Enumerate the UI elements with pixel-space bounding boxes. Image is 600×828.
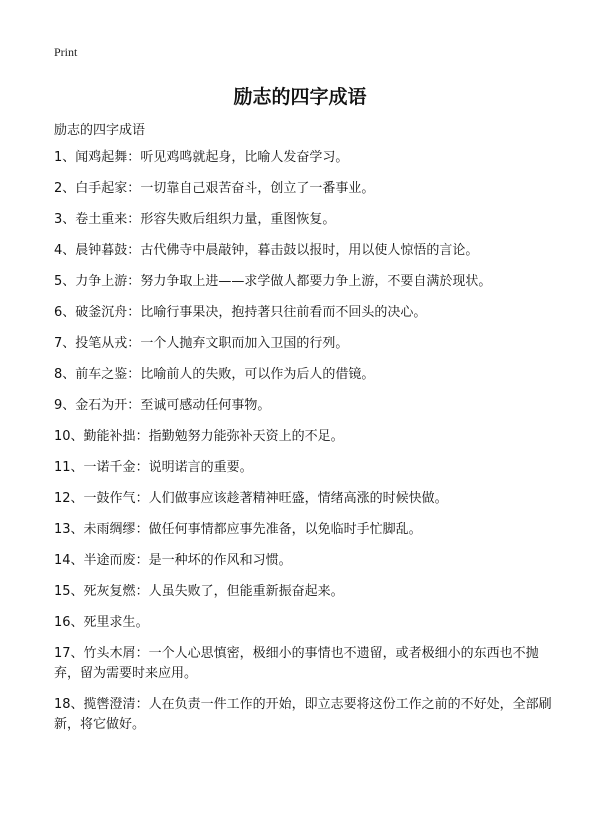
idiom-term: 竹头木屑 bbox=[83, 646, 136, 661]
idiom-definition: 一个人抛弃文职而加入卫国的行列。 bbox=[140, 336, 349, 351]
list-item bbox=[54, 303, 564, 323]
idiom-definition: 至诚可感动任何事物。 bbox=[140, 398, 271, 413]
idiom-definition: 人虽失败了，但能重新振奋起来。 bbox=[148, 584, 344, 599]
idiom-definition: 说明诺言的重要。 bbox=[148, 460, 253, 475]
list-item bbox=[54, 458, 564, 478]
idiom-definition: 指勤勉努力能弥补天资上的不足。 bbox=[148, 429, 344, 444]
idiom-term: 揽辔澄清 bbox=[83, 697, 136, 712]
separator: ： bbox=[127, 274, 141, 289]
idiom-definition: 比喻前人的失败，可以作为后人的借镜。 bbox=[140, 367, 375, 382]
separator: ： bbox=[127, 150, 141, 165]
idiom-definition: 比喻行事果决，抱持著只往前看而不回头的决心。 bbox=[140, 305, 427, 320]
separator: ： bbox=[135, 429, 149, 444]
list-item bbox=[54, 427, 564, 447]
separator: ： bbox=[135, 697, 149, 712]
idiom-term: 一诺千金 bbox=[83, 460, 136, 475]
item-number: 6、 bbox=[54, 305, 76, 320]
idiom-definition: 做任何事情都应事先准备，以免临时手忙脚乱。 bbox=[148, 522, 422, 537]
separator: ： bbox=[127, 243, 141, 258]
separator: ： bbox=[127, 305, 141, 320]
idiom-definition: 古代佛寺中晨敲钟，暮击鼓以报时，用以使人惊悟的言论。 bbox=[140, 243, 479, 258]
idiom-term: 金石为开 bbox=[75, 398, 128, 413]
page-subtitle: 励志的四字成语 bbox=[54, 123, 146, 138]
idiom-term: 半途而废 bbox=[83, 553, 136, 568]
item-number: 5、 bbox=[54, 274, 76, 289]
item-number: 7、 bbox=[54, 336, 76, 351]
separator: ： bbox=[135, 584, 149, 599]
list-item bbox=[54, 613, 564, 633]
separator: ： bbox=[127, 181, 141, 196]
list-item bbox=[54, 210, 564, 230]
item-number: 10、 bbox=[54, 429, 84, 444]
idiom-term: 白手起家 bbox=[75, 181, 128, 196]
idiom-term: 卷土重来 bbox=[75, 212, 128, 227]
idiom-definition: 是一种坏的作风和习惯。 bbox=[148, 553, 292, 568]
page-title: 励志的四字成语 bbox=[233, 86, 367, 108]
terminator: 。 bbox=[135, 615, 149, 630]
list-item bbox=[54, 179, 564, 199]
idiom-definition: 人们做事应该趁著精神旺盛，情绪高涨的时候快做。 bbox=[148, 491, 448, 506]
separator: ： bbox=[135, 522, 149, 537]
item-number: 14、 bbox=[54, 553, 84, 568]
idiom-term: 前车之鉴 bbox=[75, 367, 128, 382]
idiom-definition: 努力争取上进——求学做人都要力争上游，不要自满於现状。 bbox=[140, 274, 492, 289]
idiom-definition: 一个人心思慎密，极细小的事情也不遗留，或者极细小的东西也不抛弃，留为需要时来应用。 bbox=[54, 646, 539, 681]
idiom-term: 未雨绸缪 bbox=[83, 522, 136, 537]
list-item bbox=[54, 582, 564, 602]
list-item bbox=[54, 489, 564, 509]
item-number: 18、 bbox=[54, 697, 84, 712]
separator: ： bbox=[127, 398, 141, 413]
item-number: 16、 bbox=[54, 615, 84, 630]
item-number: 11、 bbox=[54, 460, 84, 475]
list-item bbox=[54, 695, 564, 735]
idiom-definition: 听见鸡鸣就起身，比喻人发奋学习。 bbox=[140, 150, 349, 165]
idiom-term: 一鼓作气 bbox=[83, 491, 136, 506]
idiom-term: 晨钟暮鼓 bbox=[75, 243, 128, 258]
list-item bbox=[54, 396, 564, 416]
list-item bbox=[54, 365, 564, 385]
separator: ： bbox=[135, 553, 149, 568]
print-label: Print bbox=[54, 45, 78, 59]
separator: ： bbox=[127, 367, 141, 382]
idiom-term: 死里求生 bbox=[83, 615, 136, 630]
idiom-term: 破釜沉舟 bbox=[75, 305, 128, 320]
item-number: 15、 bbox=[54, 584, 84, 599]
item-number: 1、 bbox=[54, 150, 76, 165]
separator: ： bbox=[127, 212, 141, 227]
separator: ： bbox=[135, 491, 149, 506]
separator: ： bbox=[127, 336, 141, 351]
item-number: 12、 bbox=[54, 491, 84, 506]
item-number: 3、 bbox=[54, 212, 76, 227]
separator: ： bbox=[135, 460, 149, 475]
idiom-term: 力争上游 bbox=[75, 274, 128, 289]
idiom-definition: 人在负责一件工作的开始，即立志要将这份工作之前的不好处，全部刷新，将它做好。 bbox=[54, 697, 552, 732]
idiom-term: 闻鸡起舞 bbox=[75, 150, 128, 165]
idiom-term: 勤能补拙 bbox=[83, 429, 136, 444]
separator: ： bbox=[135, 646, 149, 661]
list-item bbox=[54, 272, 564, 292]
idiom-definition: 一切靠自己艰苦奋斗，创立了一番事业。 bbox=[140, 181, 375, 196]
idiom-term: 死灰复燃 bbox=[83, 584, 136, 599]
list-item bbox=[54, 241, 564, 261]
item-number: 8、 bbox=[54, 367, 76, 382]
idiom-list bbox=[54, 148, 564, 746]
idiom-term: 投笔从戎 bbox=[75, 336, 128, 351]
item-number: 13、 bbox=[54, 522, 84, 537]
list-item bbox=[54, 644, 564, 684]
list-item bbox=[54, 520, 564, 540]
item-number: 4、 bbox=[54, 243, 76, 258]
item-number: 17、 bbox=[54, 646, 84, 661]
idiom-definition: 形容失败后组织力量，重图恢复。 bbox=[140, 212, 336, 227]
item-number: 9、 bbox=[54, 398, 76, 413]
list-item bbox=[54, 334, 564, 354]
item-number: 2、 bbox=[54, 181, 76, 196]
list-item bbox=[54, 148, 564, 168]
list-item bbox=[54, 551, 564, 571]
